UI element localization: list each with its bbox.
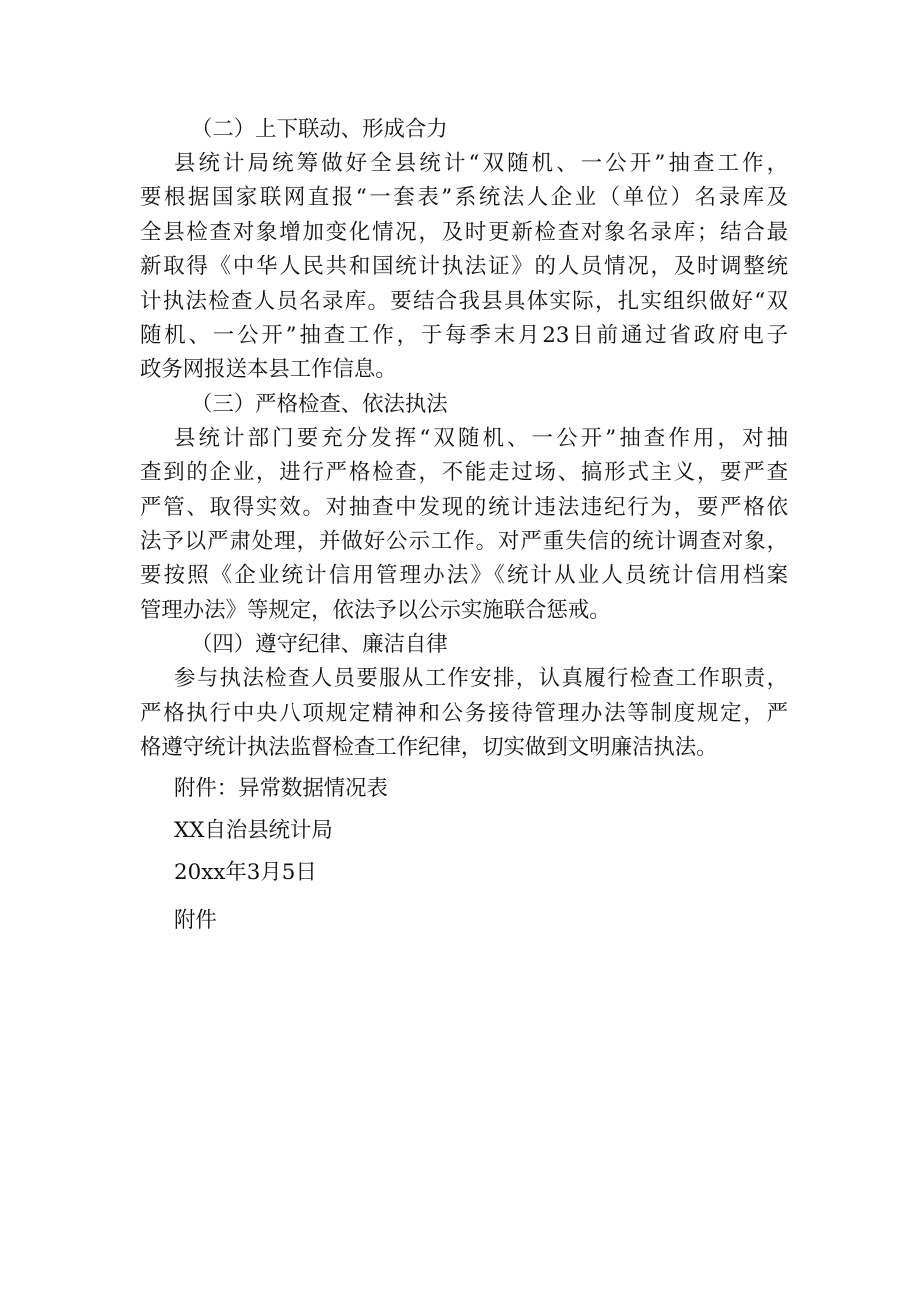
attachment-note: 附件：异常数据情况表 [174, 775, 388, 801]
paragraph-line: 要根据国家联网直报“一套表”系统法人企业（单位）名录库及 [140, 185, 788, 211]
paragraph-line: 格遵守统计执法监督检查工作纪律，切实做到文明廉洁执法。 [140, 735, 718, 761]
attachment-label: 附件 [174, 907, 217, 933]
document-body [140, 113, 788, 938]
paragraph-line: 查到的企业，进行严格检查，不能走过场、搞形式主义，要严查 [140, 460, 788, 486]
paragraph-line: 参与执法检查人员要服从工作安排，认真履行检查工作职责， [174, 666, 788, 692]
paragraph-line: 全县检查对象增加变化情况，及时更新检查对象名录库；结合最 [140, 219, 788, 245]
section-paragraph-3 [140, 422, 788, 628]
section-paragraph-4 [140, 662, 788, 765]
issuer-name: XX自治县统计局 [174, 817, 333, 843]
paragraph-line: 严格执行中央八项规定精神和公务接待管理办法等制度规定，严 [140, 700, 788, 726]
paragraph-line: 政务网报送本县工作信息。 [140, 357, 397, 383]
paragraph-line: 县统计局统筹做好全县统计“双随机、一公开”抽查工作， [174, 151, 788, 176]
section-heading-3: （三）严格检查、依法执法 [191, 391, 448, 417]
paragraph-line: 管理办法》等规定，依法予以公示实施联合惩戒。 [140, 597, 611, 623]
section-heading-2: （二）上下联动、形成合力 [191, 117, 448, 142]
paragraph-line: 县统计部门要充分发挥“双随机、一公开”抽查作用，对抽 [174, 425, 788, 451]
section-paragraph-2 [140, 147, 788, 388]
paragraph-line: 随机、一公开”抽查工作，于每季末月23日前通过省政府电子 [140, 323, 788, 349]
section-heading-4: （四）遵守纪律、廉洁自律 [191, 632, 448, 658]
paragraph-line: 要按照《企业统计信用管理办法》《统计从业人员统计信用档案 [140, 563, 788, 589]
paragraph-line: 严管、取得实效。对抽查中发现的统计违法违纪行为，要严格依 [140, 494, 788, 520]
paragraph-line: 计执法检查人员名录库。要结合我县具体实际，扎实组织做好“双 [140, 288, 788, 314]
paragraph-line: 新取得《中华人民共和国统计执法证》的人员情况，及时调整统 [140, 254, 788, 280]
issue-date: 20xx年3月5日 [174, 859, 317, 885]
paragraph-line: 法予以严肃处理，并做好公示工作。对严重失信的统计调查对象， [140, 529, 788, 555]
